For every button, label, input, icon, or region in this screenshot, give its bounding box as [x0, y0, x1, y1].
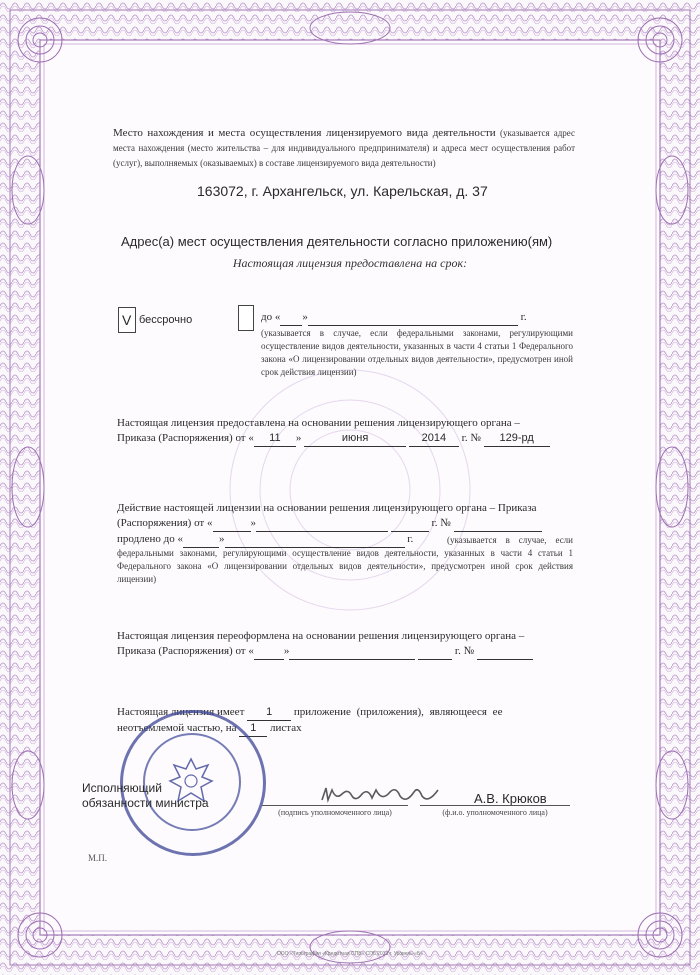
signatory-name: А.В. Крюков — [474, 791, 547, 806]
location-intro-note: (указывается адрес места нахождения (место жительства – для индивидуального предпринимателя) и адреса мест осуществления работ (услуг), выполняемых (оказываемых) в составе лицензируемого вида деятельности) — [113, 128, 575, 168]
extension-line3-mid: » — [219, 533, 225, 545]
basis-line2: Приказа (Распоряжения) от « 11 » июня 2014 г. № 129-рд — [117, 430, 573, 447]
until-mid: » — [302, 311, 308, 323]
ext-day-field — [213, 515, 251, 532]
reissue-g: г. № — [454, 645, 475, 657]
appendix-text2: приложение (приложения), являющееся ее — [293, 706, 503, 718]
extension-note: (указывается в случае, если федеральными законами, регулирующими осуществление видов деятельности, указанных в части 4 статьи 1 Федерального закона «О лицензировании отдельных видов деятельности», предусмотрен иной срок действия лицензии) — [117, 535, 573, 584]
appendix-text3: неотъемлемой частью, на — [117, 722, 237, 734]
location-intro-main: Место нахождения и места осуществления лицензируемого вида деятельности — [113, 127, 496, 139]
name-caption: (ф.и.о. уполномоченного лица) — [442, 808, 548, 817]
reissue-mid: » — [283, 645, 290, 657]
signatory-position — [82, 781, 209, 811]
until-month-year-field — [308, 309, 518, 326]
reissue-day-field — [254, 643, 284, 660]
mp-label: М.П. — [88, 853, 108, 863]
extension-line3-prefix: продлено до « — [117, 533, 184, 545]
name-line — [420, 805, 570, 806]
indefinite-label: бессрочно — [139, 314, 193, 326]
until-note: (указывается в случае, если федеральными законами, регулирующими осуществление видов деятельности, указанных в части 4 статьи 1 Федерального закона «О лицензировании отдельных видов деятельности», предусмотрен иной срок действия лицензии) — [261, 328, 573, 377]
appendix-sheets: 1 — [239, 720, 267, 737]
printer-imprint: ООО «Типография «Кредитная СПБ» СПб 2013 г. Уровень «Б» — [276, 951, 424, 957]
extension-line2-prefix: (Распоряжения) от « — [117, 517, 213, 529]
reissue-number-field — [477, 643, 533, 660]
extension-line1: Действие настоящей лицензии на основании решения лицензирующего органа – Приказа — [117, 502, 537, 514]
until-date-line — [261, 309, 573, 326]
basis-prefix: Приказа (Распоряжения) от « — [117, 432, 254, 444]
location-intro — [113, 126, 575, 171]
indefinite-checkbox — [118, 307, 136, 333]
reissue-line2 — [117, 643, 573, 660]
basis-year-suffix: г. № — [461, 432, 481, 444]
extension-line2-g: г. № — [431, 517, 451, 529]
address: 163072, г. Архангельск, ул. Карельская, д. 37 — [197, 183, 488, 199]
reissue-line1: Настоящая лицензия переоформлена на основании решения лицензирующего органа – — [117, 630, 525, 642]
position-line2: обязанности министра — [82, 796, 209, 810]
ext-month-field — [256, 515, 388, 532]
reissue-prefix: Приказа (Распоряжения) от « — [117, 645, 254, 657]
basis-number: 129-рд — [484, 430, 550, 447]
appendix-text4: листах — [270, 722, 302, 734]
until-date-checkbox — [238, 305, 254, 331]
ext-number-field — [454, 515, 542, 532]
reissue-month-field — [289, 643, 415, 660]
extension-line3-g: г. — [407, 533, 414, 545]
appendix-count: 1 — [247, 704, 291, 721]
basis-month: июня — [304, 430, 406, 447]
extension-line2 — [117, 515, 573, 532]
term-heading: Настоящая лицензия предоставлена на срок: — [232, 256, 468, 270]
check-mark-icon: V — [122, 312, 132, 328]
basis-year: 2014 — [409, 430, 459, 447]
position-line1: Исполняющий — [82, 781, 162, 795]
until-suffix: г. — [520, 311, 527, 323]
ext-year-field — [391, 515, 429, 532]
reissue-year-field — [418, 643, 452, 660]
until-prefix: до « — [261, 311, 281, 323]
appendix-text1: Настоящая лицензия имеет — [117, 706, 245, 718]
basis-line1: Настоящая лицензия предоставлена на основании решения лицензирующего органа – — [117, 417, 520, 429]
until-day-field — [280, 309, 302, 326]
signature-caption: (подпись уполномоченного лица) — [278, 808, 392, 817]
extension-line2-mid: » — [250, 517, 256, 529]
basis-day: 11 — [254, 430, 296, 447]
signature-line — [262, 805, 408, 806]
addresses-note: Адрес(а) мест осуществления деятельности согласно приложению(ям) — [121, 234, 553, 249]
